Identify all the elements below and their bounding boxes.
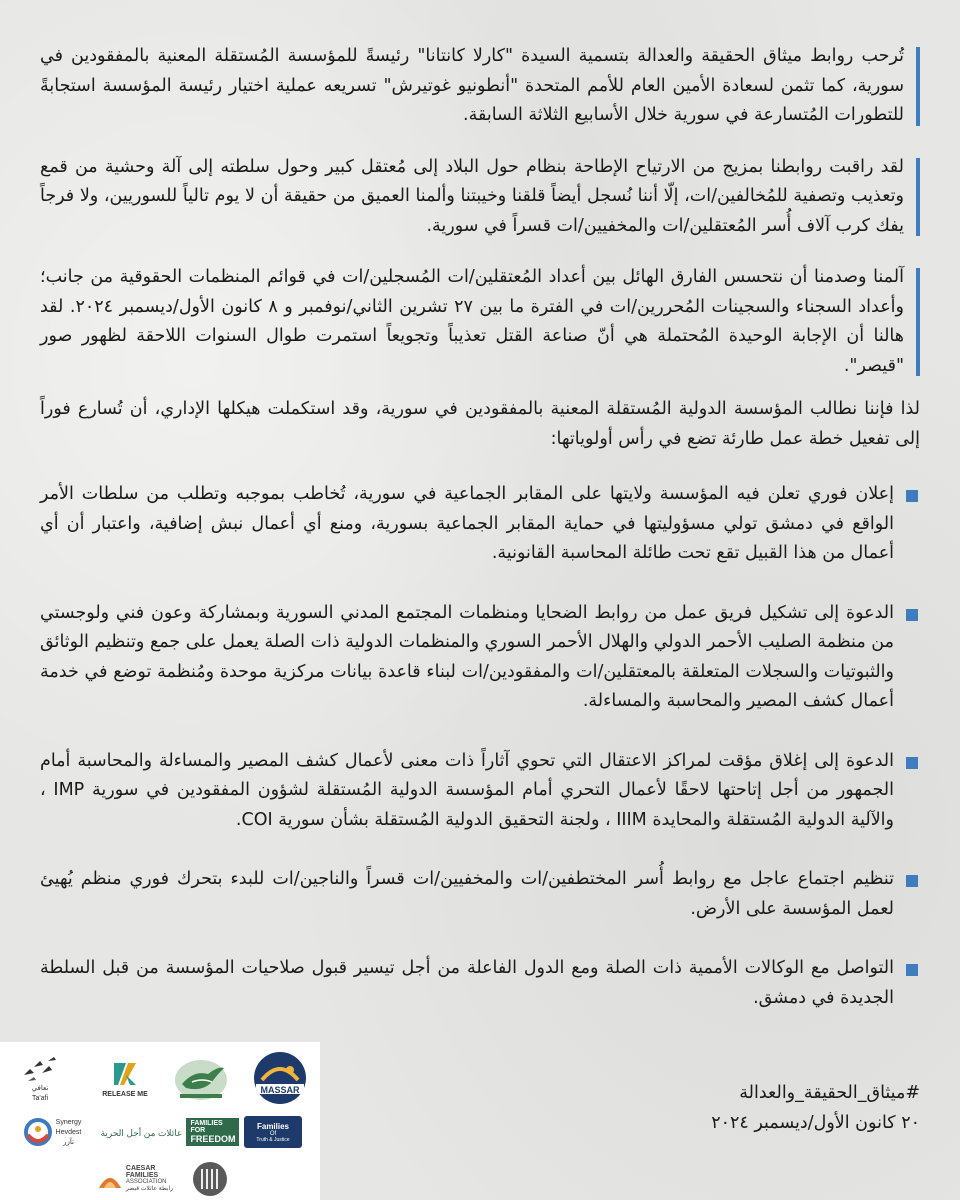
families-freedom-badge <box>186 1118 239 1146</box>
families-freedom-en1: FAMILIES FOR <box>190 1120 223 1134</box>
bullet-square <box>906 609 918 621</box>
bullet-square <box>906 875 918 887</box>
accent-bar <box>916 158 920 237</box>
taafi-en: Ta'afi <box>31 1095 49 1102</box>
statement-body <box>40 42 920 1037</box>
prison-bars-logo <box>190 1160 230 1198</box>
caesar-ar: رابطة عائلات قيصر <box>125 1185 174 1192</box>
accent-bar <box>916 47 920 126</box>
bullet-square <box>906 757 918 769</box>
taafi-logo <box>14 1054 66 1104</box>
birds-icon <box>20 1055 60 1083</box>
caesar-sun-icon <box>97 1166 123 1190</box>
massar-emblem-icon <box>252 1050 308 1106</box>
demand-item <box>40 865 920 924</box>
demand-text: تنظيم اجتماع عاجل مع روابط أُسر المختطفين/ات والمخفيين/ات قسراً والناجين/ات للبدء بتحرك فوري منظم يُهيئ لعمل المؤسسة على الأرض. <box>40 869 894 919</box>
families-freedom-en2: FREEDOM <box>190 1134 236 1144</box>
demands-intro: لذا فإننا نطالب المؤسسة الدولية المُستقلة المعنية بالمفقودين في سورية، وقد استكملت هيكلها الإداري، أن تُسارع فوراً إلى تفعيل خطة عمل طارئة تضع في رأس أولوياتها: <box>40 399 920 449</box>
paragraph-2 <box>40 153 920 242</box>
caesar-families-logo <box>84 1158 186 1198</box>
caesar-en1: CAESAR <box>125 1164 156 1172</box>
statement-date: ٢٠ كانون الأول/ديسمبر ٢٠٢٤ <box>711 1113 920 1133</box>
caesar-en2: FAMILIES <box>125 1171 159 1179</box>
bullet-square <box>906 490 918 502</box>
families-freedom-ar: عائلات من أجل الحرية <box>100 1128 183 1138</box>
release-me-logo <box>98 1056 152 1102</box>
families-truth-en3: Truth & Justice <box>256 1136 290 1143</box>
release-me-text: RELEASE ME <box>102 1091 148 1098</box>
demand-text: الدعوة إلى تشكيل فريق عمل من روابط الضحايا ومنظمات المجتمع المدني السورية وبمشاركة وعون فني ولوجستي من منظمة الصليب الأحمر الدولي والهلال الأحمر السوري والمنظمات الدولية ذات الصلة يعمل على جمع وتنظيم الوثائق والثبوتيات والسجلات المتعلقة بالمعتقلين/ات والمفقودين/ات لبناء قاعدة بيانات مركزية موحدة ومُنظمة توضع في خدمة أعمال كشف المصير والمحاسبة والمساءلة. <box>40 602 894 711</box>
demand-item <box>40 599 920 717</box>
synergy-logo <box>10 1112 94 1152</box>
paragraph-1 <box>40 42 920 131</box>
synergy-text-2: Hevdest <box>55 1129 82 1136</box>
synergy-circle-icon <box>23 1117 53 1147</box>
taafi-ar: تعافي <box>31 1085 49 1092</box>
hashtag: #ميثاق_الحقيقة_والعدالة <box>739 1083 920 1103</box>
paragraph-text: تُرحب روابط ميثاق الحقيقة والعدالة بتسمية السيدة "كارلا كانتانا" رئيسةً للمؤسسة المُستقلة المعنية بالمفقودين في سورية، كما تثمن لسعادة الأمين العام للأمم المتحدة "أنطونيو غوتيرش" تسريعه عملية اختيار رئيسة المؤسسة استجابةً للتطورات المُتسارعة في سورية خلال الأسابيع الثلاثة السابقة. <box>40 46 904 125</box>
families-truth-en2: Of <box>269 1130 277 1137</box>
paragraph-text: لقد راقبت روابطنا بمزيج من الارتياح الإطاحة بنظام حول البلاد إلى مُعتقل كبير وحول سلطته إلى آلة وحشية من قمع وتعذيب وتصفية للمُخالفين/ات، إلّا أننا نُسجل أيضاً قلقنا وخيبتنا وألمنا العميق من حقيقة أن لا يوم تالياً للسوريين، ولا فرجاً يفك كرب آلاف أُسر المُعتقلين/ات والمخفيين/ات قسراً في سورية. <box>40 156 904 236</box>
families-truth-badge <box>244 1116 302 1148</box>
demand-text: إعلان فوري تعلن فيه المؤسسة ولايتها على المقابر الجماعية في سورية، تُخاطب بموجبه وتطلب من سلطات الأمر الواقع في دمشق تولي مسؤوليتها في حماية المقابر الجماعية بسورية، ومنع أي أعمال نبش إضافية، واعتبار أن أي أعمال من هذا القبيل تقع تحت طائلة المحاسبة القانونية. <box>40 484 894 563</box>
dove-icon <box>172 1052 230 1104</box>
demand-text: التواصل مع الوكالات الأممية ذات الصلة ومع الدول الفاعلة من أجل تيسير قبول صلاحيات المؤسسة من قبل السلطة الجديدة في دمشق. <box>40 958 894 1008</box>
release-me-mark-icon <box>110 1059 140 1089</box>
accent-bar <box>916 268 920 376</box>
prison-bars-icon <box>192 1161 228 1197</box>
partner-logos-panel <box>0 1042 320 1200</box>
dove-logo <box>170 1050 232 1106</box>
families-of-truth-logo <box>242 1114 304 1150</box>
massar-text: MASSAR <box>260 1085 300 1095</box>
bullet-square <box>906 964 918 976</box>
families-for-freedom-logo <box>100 1112 236 1152</box>
signature-block <box>711 1078 920 1138</box>
demand-item <box>40 480 920 569</box>
paragraph-3 <box>40 263 920 381</box>
caesar-en3: ASSOCIATION <box>125 1178 167 1185</box>
synergy-text-ar: تآزر <box>63 1139 74 1146</box>
families-truth-en1: Families <box>256 1121 289 1131</box>
demand-text: الدعوة إلى إغلاق مؤقت لمراكز الاعتقال التي تحوي آثاراً ذات معنى لأعمال كشف المصير والمساءلة والمحاسبة أمام الجمهور من أجل إتاحتها لاحقًا لأعمال التحري أمام المؤسسة الدولية المُستقلة لشؤون المفقودين في سورية IMP ، والآلية الدولية المُستقلة والمحايدة IIIM ، ولجنة التحقيق الدولية المُستقلة بشأن سورية COI. <box>40 750 894 830</box>
demand-item <box>40 954 920 1013</box>
paragraph-text: آلمنا وصدمنا أن نتحسس الفارق الهائل بين أعداد المُعتقلين/ات المُسجلين/ات في قوائم المنظمات الحقوقية من جانب؛ وأعداد السجناء والسجينات المُحررين/ات في الفترة ما بين ٢٧ تشرين الثاني/نوفمبر و ٨ كانون الأول/ديسمبر ٢٠٢٤. لقد هالنا أن الإجابة الوحيدة المُحتملة هي أنّ صناعة القتل تعذيباً وتجويعاً استمرت طوال السنوات اللاحقة لظهور صور "قيصر". <box>40 267 904 376</box>
demand-item <box>40 747 920 836</box>
synergy-text: Synergy <box>55 1119 82 1126</box>
massar-logo <box>250 1048 310 1108</box>
